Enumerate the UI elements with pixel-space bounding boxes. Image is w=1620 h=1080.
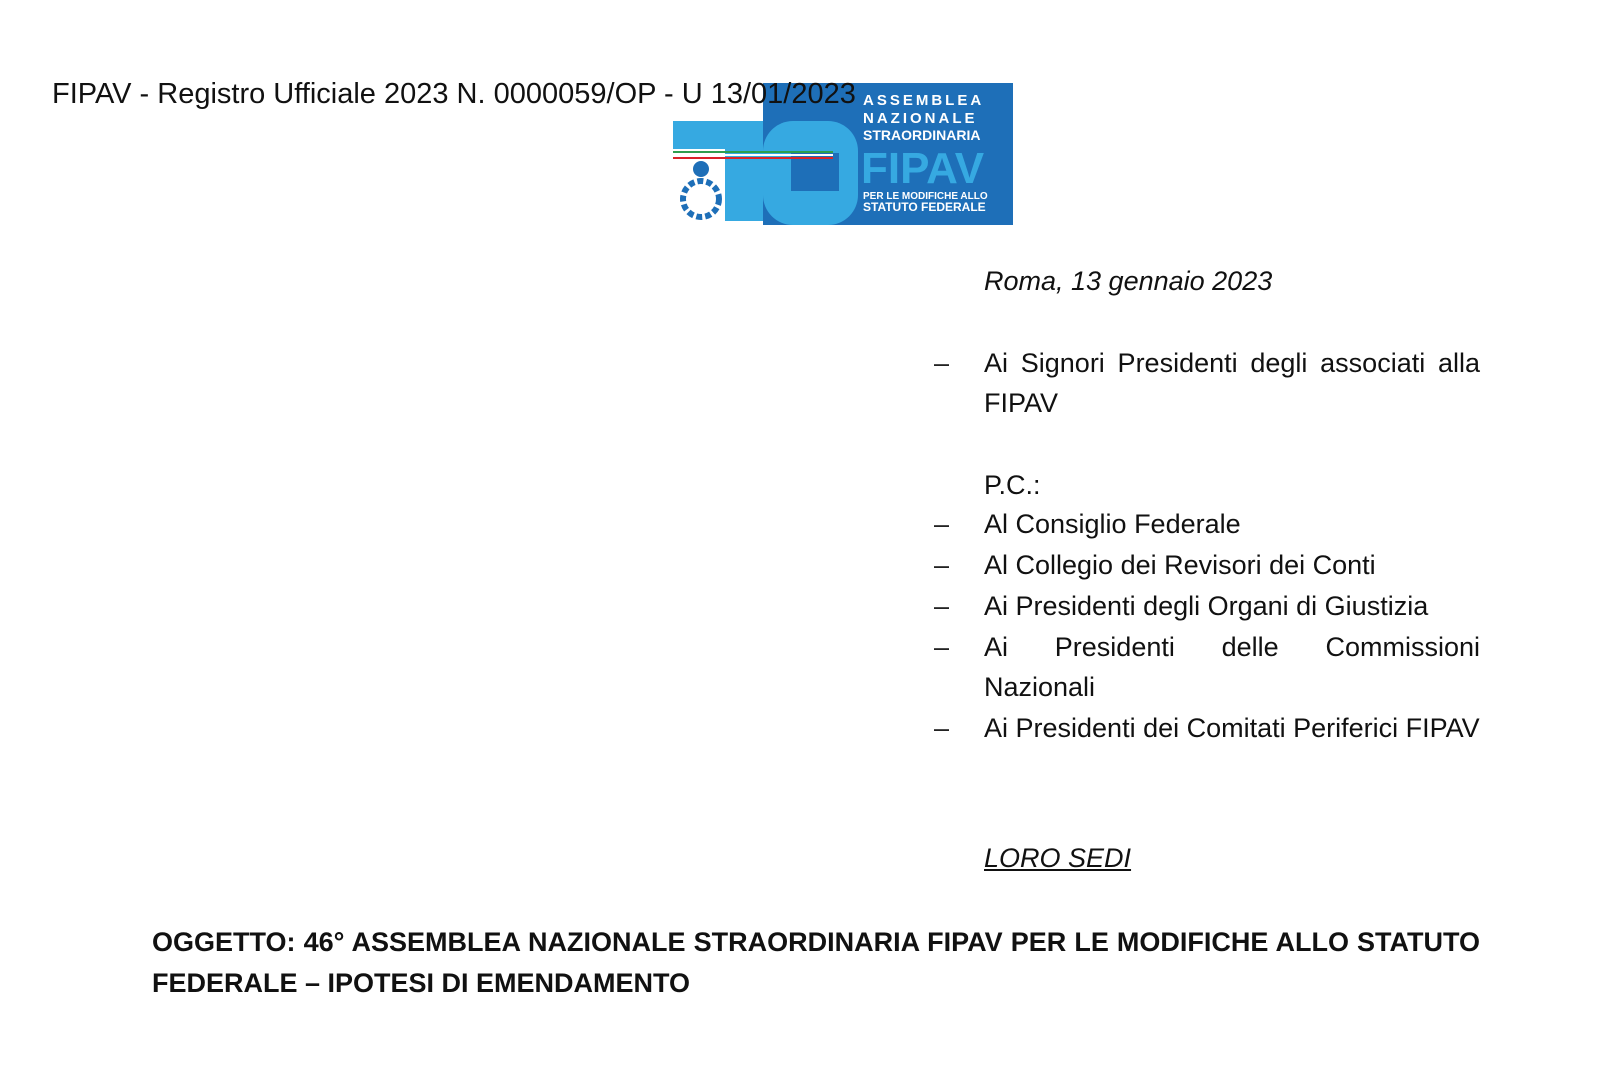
letter-date: Roma, 13 gennaio 2023 [984, 266, 1273, 296]
cc-item: Ai Presidenti degli Organi di Giustizia [984, 591, 1429, 621]
list-dash: – [934, 550, 950, 580]
logo-line3: STRAORDINARIA [863, 127, 981, 143]
logo-line4: PER LE MODIFICHE ALLO [863, 191, 988, 202]
closing-loro-sedi: LORO SEDI [984, 843, 1132, 873]
list-dash: – [934, 509, 950, 539]
cc-item: Ai Presidenti dei Comitati Periferici FIPAV [984, 713, 1480, 743]
recipient-item: Ai Signori Presidenti degli associati alla FIPAV [984, 348, 1480, 418]
list-dash: – [934, 713, 950, 743]
letter-subject: OGGETTO: 46° ASSEMBLEA NAZIONALE STRAORDINARIA FIPAV PER LE MODIFICHE ALLO STATUTO FEDERALE – IPOTESI DI EMENDAMENTO [152, 927, 1480, 998]
cc-label: P.C.: [984, 470, 1041, 500]
list-dash: – [934, 591, 950, 621]
cc-item: Ai Presidenti delle Commissioni Nazionali [984, 632, 1480, 702]
cc-item: Al Consiglio Federale [984, 509, 1241, 539]
registry-stamp: FIPAV - Registro Ufficiale 2023 N. 0000059/OP - U 13/01/2023 [52, 78, 856, 110]
logo-line1: ASSEMBLEA [863, 92, 985, 109]
logo-line5: STATUTO FEDERALE [863, 200, 986, 214]
list-dash: – [934, 348, 950, 378]
logo-brand: FIPAV [861, 144, 985, 193]
list-dash: – [934, 632, 950, 662]
cc-item: Al Collegio dei Revisori dei Conti [984, 550, 1376, 580]
logo-line2: NAZIONALE [863, 110, 978, 127]
